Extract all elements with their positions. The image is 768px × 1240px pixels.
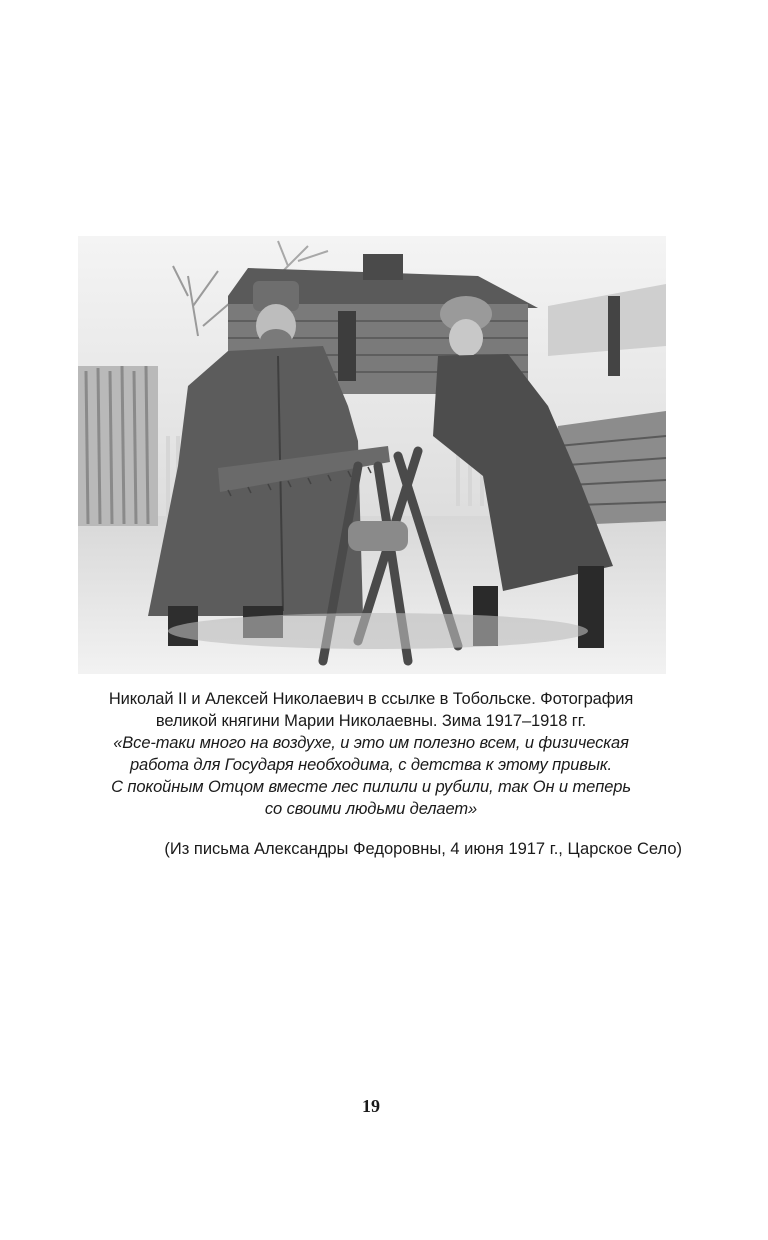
house-door bbox=[338, 311, 356, 381]
photo-illustration bbox=[78, 236, 666, 674]
log-on-sawhorse bbox=[348, 521, 408, 551]
caption-line-1: Николай II и Алексей Николаевич в ссылке в Тобольске. Фотография bbox=[108, 690, 634, 708]
chimney bbox=[363, 254, 403, 280]
quote-line-1: «Все-таки много на воздухе, и это им полезно всем, и физическая bbox=[113, 734, 629, 752]
archival-photo bbox=[78, 236, 666, 674]
photo-caption bbox=[60, 688, 682, 820]
page-number: 19 bbox=[362, 1096, 380, 1116]
quote-line-4: со своими людьми делает» bbox=[264, 800, 478, 818]
ground-shadow bbox=[168, 613, 588, 649]
quote-source: (Из письма Александры Федоровны, 4 июня 1917 г., Царское Село) bbox=[164, 840, 682, 858]
quote-line-3: С покойным Отцом вместе лес пилили и рубили, так Он и теперь bbox=[111, 778, 631, 796]
caption-line-2: великой княгини Марии Николаевны. Зима 1917–1918 гг. bbox=[155, 712, 587, 730]
post-right bbox=[608, 296, 620, 376]
firewood-stack-left bbox=[78, 366, 158, 526]
quote-line-2: работа для Государя необходима, с детства к этому привык. bbox=[129, 756, 613, 774]
